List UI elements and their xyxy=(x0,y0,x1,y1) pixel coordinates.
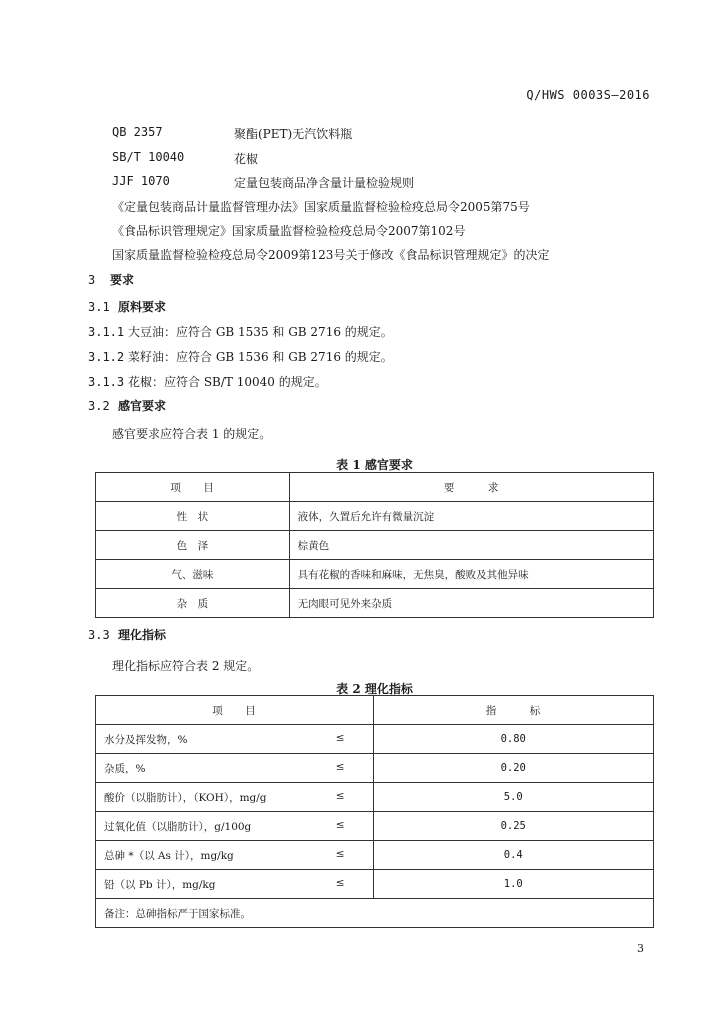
table-header-cell: 项 目 xyxy=(96,473,290,502)
table-header-row xyxy=(96,473,654,502)
reference-title: 定量包装商品净含量计量检验规则 xyxy=(234,176,415,190)
table-row xyxy=(96,812,654,841)
operator-symbol: ≤ xyxy=(335,818,345,831)
item-label: 过氧化值（以脂肪计），g/100g xyxy=(104,820,252,833)
paragraph: 感官要求应符合表 1 的规定。 xyxy=(112,427,272,441)
table-cell-item xyxy=(96,841,374,870)
table-2-physicochemical xyxy=(95,695,654,928)
table-cell-item: 杂 质 xyxy=(96,589,290,618)
table-cell-value: 0.80 xyxy=(373,725,654,754)
table-row xyxy=(96,560,654,589)
clause-3-1-3 xyxy=(88,373,327,390)
paragraph: 理化指标应符合表 2 规定。 xyxy=(112,659,260,673)
table-cell-value: 0.20 xyxy=(373,754,654,783)
document-code: Q/HWS 0003S—2016 xyxy=(526,88,650,102)
item-label: 铅（以 Pb 计），mg/kg xyxy=(104,878,216,891)
table-row xyxy=(96,754,654,783)
table-2-title: 表 2 理化指标 xyxy=(336,682,413,696)
table-header-row xyxy=(96,696,654,725)
table-cell-value: 0.4 xyxy=(373,841,654,870)
section-title: 感官要求 xyxy=(118,399,167,413)
table-cell-requirement: 液体，久置后允许有微量沉淀 xyxy=(289,502,653,531)
table-cell-requirement: 无肉眼可见外来杂质 xyxy=(289,589,653,618)
reference-line: 《定量包装商品计量监督管理办法》国家质量监督检验检疫总局令2005第75号 xyxy=(112,200,530,214)
section-number: 3.3 xyxy=(88,628,110,642)
table-cell-item xyxy=(96,783,374,812)
table-cell-item xyxy=(96,725,374,754)
section-title: 要求 xyxy=(110,273,135,287)
item-label: 总砷 *（以 As 计），mg/kg xyxy=(104,849,234,862)
clause-3-1-1 xyxy=(88,323,393,340)
item-label: 水分及挥发物，% xyxy=(104,733,188,746)
clause-number: 3.1.3 xyxy=(88,375,125,389)
reference-code: JJF 1070 xyxy=(112,174,170,188)
section-heading-3 xyxy=(88,271,134,288)
table-cell-item: 气、滋味 xyxy=(96,560,290,589)
table-cell-requirement: 具有花椒的香味和麻味，无焦臭，酸败及其他异味 xyxy=(289,560,653,589)
table-1-title: 表 1 感官要求 xyxy=(336,458,413,472)
table-1-sensory xyxy=(95,472,654,618)
table-row xyxy=(96,841,654,870)
table-header-cell: 指 标 xyxy=(373,696,654,725)
operator-symbol: ≤ xyxy=(335,731,345,744)
table-row xyxy=(96,725,654,754)
table-note: 备注：总砷指标严于国家标准。 xyxy=(96,899,654,928)
section-number: 3.1 xyxy=(88,300,110,314)
section-title: 理化指标 xyxy=(118,628,167,642)
page-number: 3 xyxy=(637,942,644,955)
clause-text: 大豆油：应符合 GB 1535 和 GB 2716 的规定。 xyxy=(128,325,393,339)
table-row xyxy=(96,531,654,560)
table-cell-value: 0.25 xyxy=(373,812,654,841)
section-title: 原料要求 xyxy=(118,300,167,314)
table-cell-item: 色 泽 xyxy=(96,531,290,560)
clause-text: 菜籽油：应符合 GB 1536 和 GB 2716 的规定。 xyxy=(128,350,393,364)
section-heading-3-1 xyxy=(88,298,166,315)
table-header-cell: 要 求 xyxy=(289,473,653,502)
table-cell-item xyxy=(96,812,374,841)
table-row xyxy=(96,870,654,899)
section-heading-3-3 xyxy=(88,626,166,643)
table-cell-value: 5.0 xyxy=(373,783,654,812)
operator-symbol: ≤ xyxy=(335,760,345,773)
item-label: 酸价（以脂肪计），（KOH），mg/g xyxy=(104,791,267,804)
table-cell-item xyxy=(96,870,374,899)
table-cell-item xyxy=(96,754,374,783)
table-header-cell: 项 目 xyxy=(96,696,374,725)
item-label: 杂质，% xyxy=(104,762,146,775)
table-cell-item: 性 状 xyxy=(96,502,290,531)
section-number: 3 xyxy=(88,273,96,287)
table-note-row xyxy=(96,899,654,928)
section-number: 3.2 xyxy=(88,399,110,413)
reference-line: 国家质量监督检验检疫总局令2009第123号关于修改《食品标识管理规定》的决定 xyxy=(112,248,550,262)
reference-line: 《食品标识管理规定》国家质量监督检验检疫总局令2007第102号 xyxy=(112,224,466,238)
table-row xyxy=(96,783,654,812)
table-cell-value: 1.0 xyxy=(373,870,654,899)
clause-3-1-2 xyxy=(88,348,393,365)
clause-text: 花椒：应符合 SB/T 10040 的规定。 xyxy=(128,375,327,389)
clause-number: 3.1.2 xyxy=(88,350,125,364)
reference-code: SB/T 10040 xyxy=(112,150,185,164)
table-row xyxy=(96,502,654,531)
reference-title: 花椒 xyxy=(234,152,259,166)
table-row xyxy=(96,589,654,618)
table-cell-requirement: 棕黄色 xyxy=(289,531,653,560)
section-heading-3-2 xyxy=(88,397,166,414)
operator-symbol: ≤ xyxy=(335,789,345,802)
reference-code: QB 2357 xyxy=(112,125,163,139)
reference-title: 聚酯(PET)无汽饮料瓶 xyxy=(234,127,353,141)
operator-symbol: ≤ xyxy=(335,876,345,889)
clause-number: 3.1.1 xyxy=(88,325,125,339)
operator-symbol: ≤ xyxy=(335,847,345,860)
